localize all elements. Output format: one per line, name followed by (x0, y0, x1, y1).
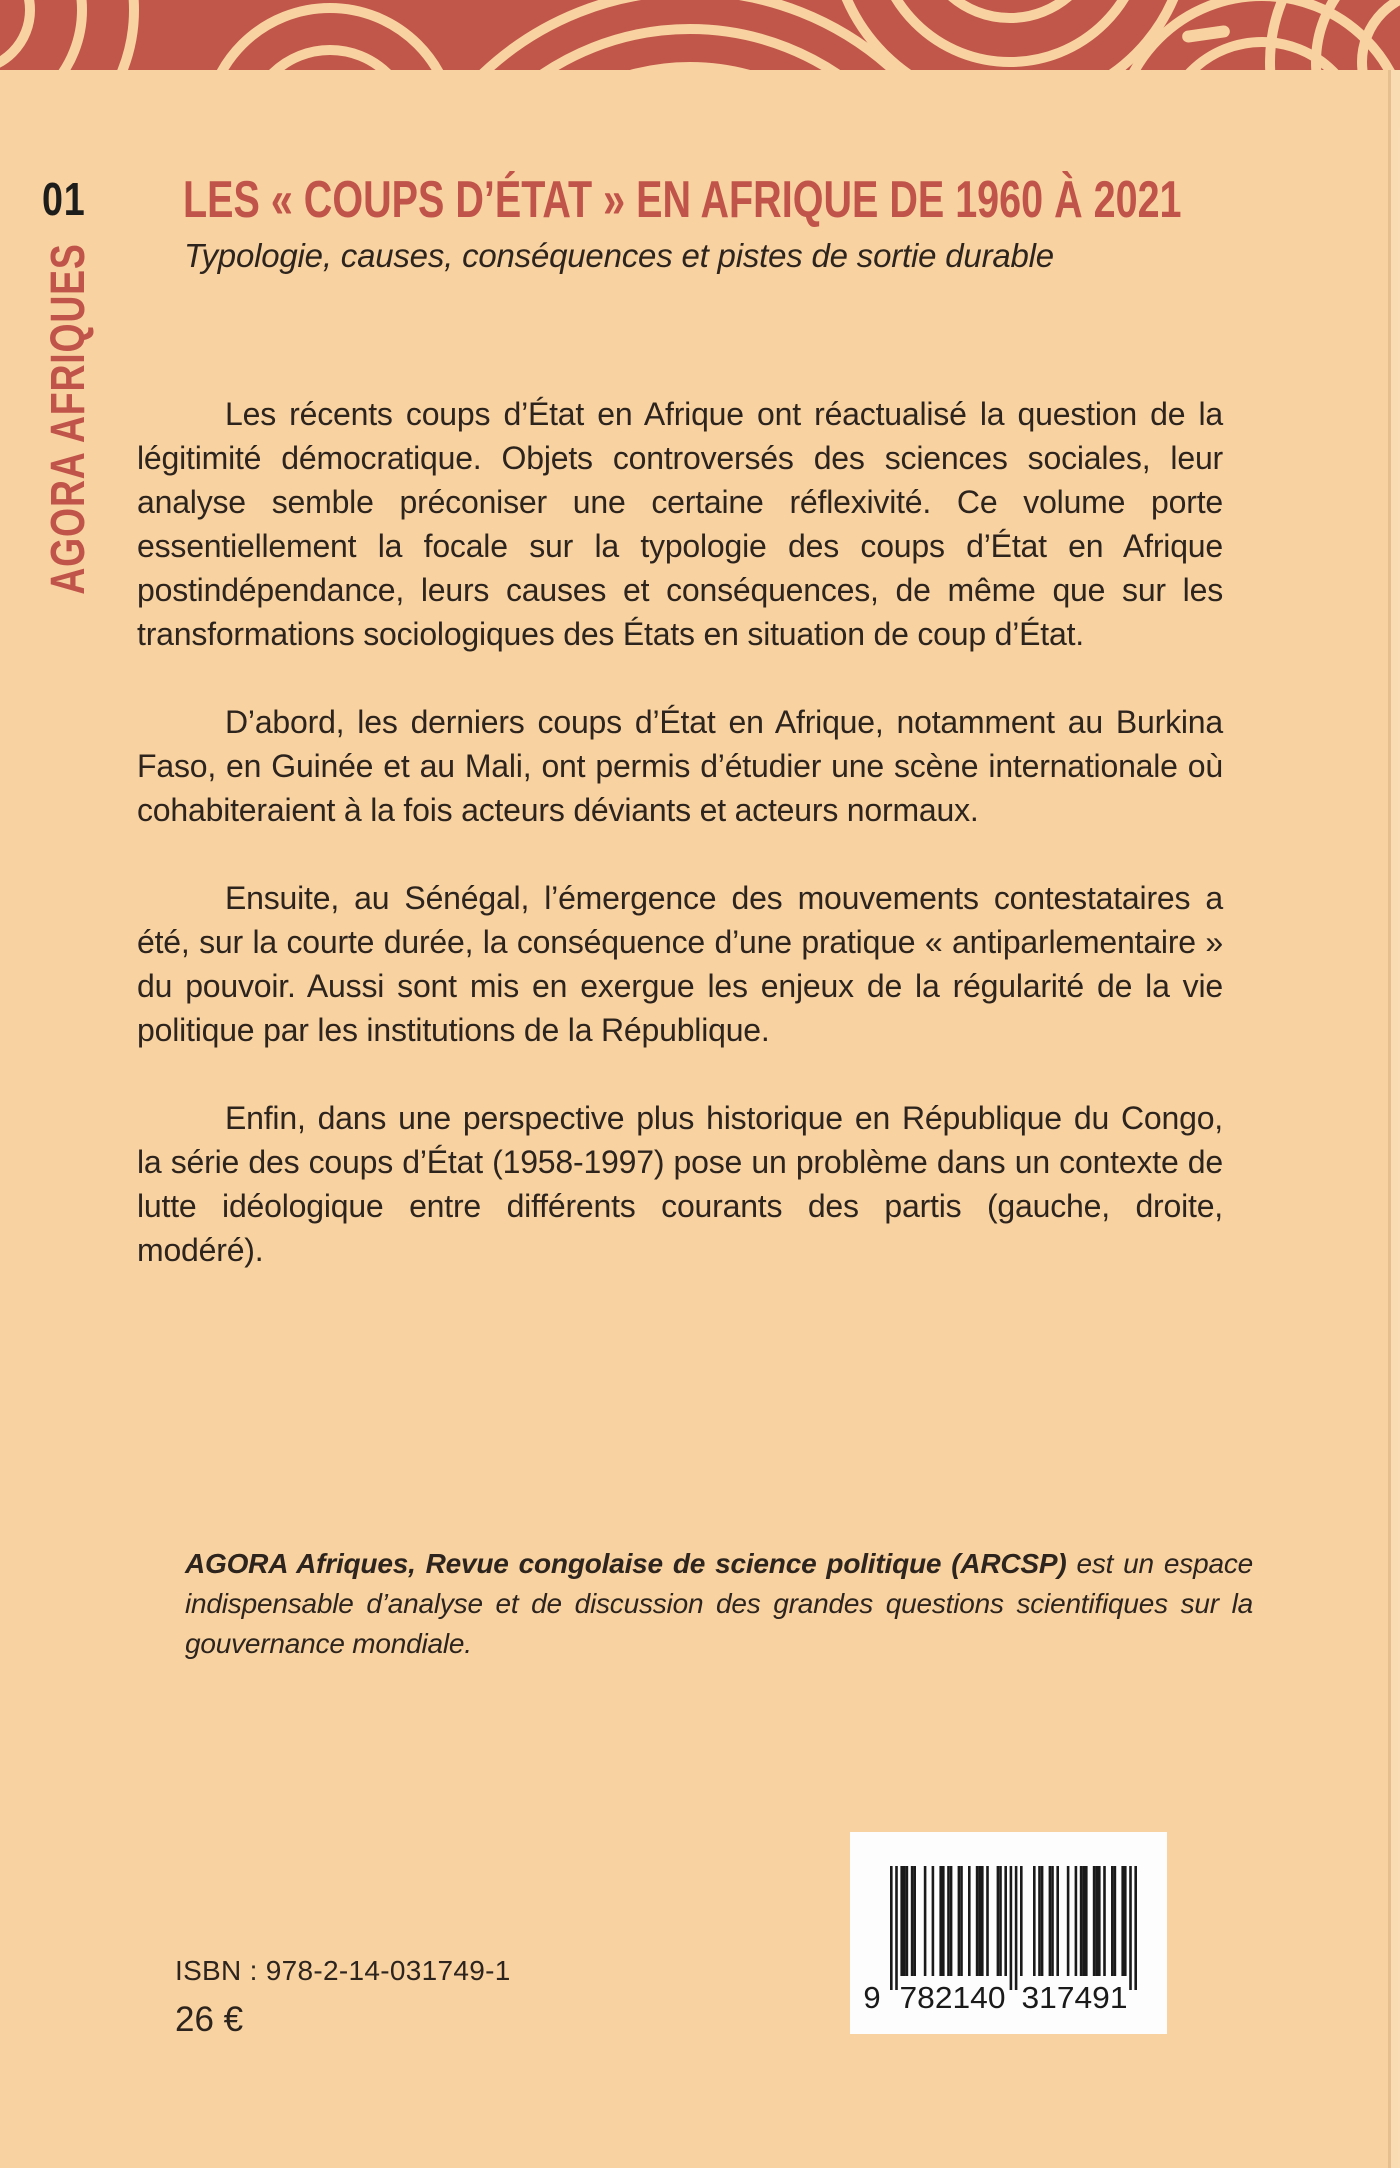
price: 26 € (175, 2000, 244, 2039)
paragraph-4: Enfin, dans une perspective plus historique en République du Congo, la série des coups d’État (1958-1997) pose un problème dans un contexte de lutte idéologique entre différents courants des partis (gauche, droite, modéré). (137, 1100, 1223, 1268)
paragraph-3: Ensuite, au Sénégal, l’émergence des mouvements contestataires a été, sur la courte durée, la conséquence d’une pratique « antiparlementaire » du pouvoir. Aussi sont mis en exergue les enjeux de la régularité de la vie politique par les institutions de la République. (137, 880, 1223, 1048)
review-note-lead: AGORA Afriques, Revue congolaise de science politique (ARCSP) (185, 1548, 1067, 1579)
book-subtitle: Typologie, causes, conséquences et pistes de sortie durable (184, 237, 1054, 274)
review-note-rest: est un espace indispensable d’analyse et de discussion des grandes questions scientifiques sur la gouvernance mondiale. (185, 1548, 1253, 1659)
paragraph-1: Les récents coups d’État en Afrique ont réactualisé la question de la légitimité démocratique. Objets controversés des sciences sociales, leur analyse semble préconiser une certaine réflexivité. Ce volume porte essentiellement la focale sur la typologie des coups d’État en Afrique postindépendance, leurs causes et conséquences, de même que sur les transformations sociologiques des États en situation de coup d’État. (137, 396, 1223, 652)
scan-edge-highlight (1391, 70, 1400, 2168)
back-cover-text (137, 392, 1223, 1316)
svg-text:782140: 782140 (899, 1980, 1006, 2015)
svg-text:9: 9 (863, 1980, 881, 2015)
review-note (185, 1544, 1253, 1664)
circle-pattern-graphic (0, 0, 1400, 70)
series-name-vertical: AGORA AFRIQUES (42, 243, 95, 595)
issue-number: 01 (42, 173, 86, 225)
book-title: LES « COUPS D’ÉTAT » EN AFRIQUE DE 1960 À 2021 (183, 171, 1182, 229)
svg-text:317491: 317491 (1021, 1980, 1128, 2015)
barcode (850, 1832, 1167, 2034)
paragraph-2: D’abord, les derniers coups d’État en Afrique, notamment au Burkina Faso, en Guinée et au Mali, ont permis d’étudier une scène internationale où cohabiteraient à la fois acteurs déviants et acteurs normaux. (137, 704, 1223, 828)
top-pattern-band (0, 0, 1400, 70)
barcode-graphic (850, 1832, 1167, 2034)
isbn: ISBN : 978-2-14-031749-1 (175, 1955, 511, 1986)
